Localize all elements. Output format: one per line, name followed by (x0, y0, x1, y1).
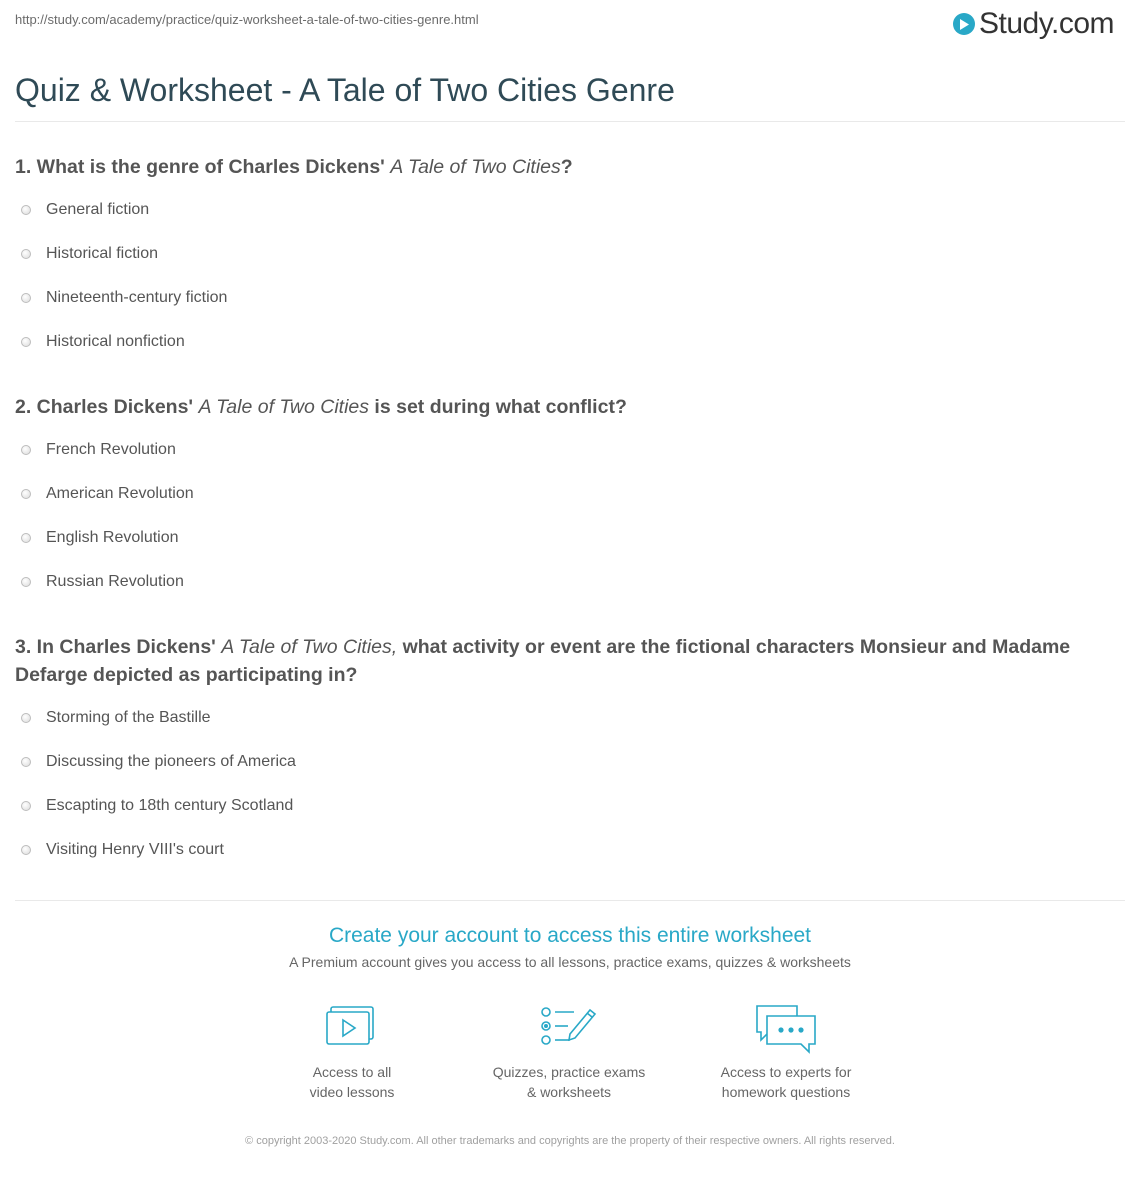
radio-button[interactable] (21, 713, 31, 723)
option-label: Visiting Henry VIII's court (46, 841, 224, 858)
option-label: General fiction (46, 201, 150, 218)
study-logo[interactable] (953, 7, 1114, 41)
feature-quizzes (469, 1004, 669, 1102)
play-logo-icon (953, 13, 975, 35)
logo-text: Study.com (979, 7, 1114, 40)
feature-label: Quizzes, practice exams (492, 1064, 646, 1080)
feature-label: video lessons (309, 1084, 395, 1100)
radio-button[interactable] (21, 801, 31, 811)
option-label: Discussing the pioneers of America (46, 753, 296, 770)
video-lessons-icon (252, 1004, 452, 1054)
option-label: Historical fiction (46, 245, 159, 262)
option-label: Nineteenth-century fiction (46, 289, 228, 306)
question-2 (15, 393, 1128, 421)
answer-option[interactable] (21, 331, 185, 353)
radio-button[interactable] (21, 249, 31, 259)
page-title: Quiz & Worksheet - A Tale of Two Cities Genre (15, 72, 675, 108)
radio-button[interactable] (21, 489, 31, 499)
radio-button[interactable] (21, 757, 31, 767)
create-account-link[interactable]: Create your account to access this entire worksheet (328, 924, 812, 947)
answer-option[interactable] (21, 839, 224, 861)
answer-option[interactable] (21, 439, 176, 461)
answer-option[interactable] (21, 199, 149, 221)
option-label: Historical nonfiction (46, 333, 185, 350)
question-3 (15, 633, 1128, 689)
question-text: 2. Charles Dickens' (15, 396, 199, 418)
question-text: is set during what conflict? (369, 396, 627, 418)
radio-button[interactable] (21, 205, 31, 215)
question-text: 3. In Charles Dickens' (15, 636, 222, 658)
answer-option[interactable] (21, 243, 158, 265)
feature-label: homework questions (721, 1084, 851, 1100)
question-text: ? (560, 156, 573, 178)
answer-option[interactable] (21, 571, 184, 593)
option-label: Escapting to 18th century Scotland (46, 797, 294, 814)
radio-button[interactable] (21, 293, 31, 303)
question-text: 1. What is the genre of Charles Dickens' (15, 156, 391, 178)
radio-button[interactable] (21, 577, 31, 587)
option-label: English Revolution (46, 529, 179, 546)
feature-label: Access to all (312, 1064, 392, 1080)
page-url: http://study.com/academy/practice/quiz-worksheet-a-tale-of-two-cities-genre.html (15, 12, 479, 27)
feature-label: & worksheets (526, 1084, 612, 1100)
radio-button[interactable] (21, 533, 31, 543)
question-book-title: A Tale of Two Cities (198, 396, 369, 418)
answer-option[interactable] (21, 527, 179, 549)
cta-subtitle: A Premium account gives you access to all lessons, practice exams, quizzes & worksheets (289, 954, 851, 970)
question-text: what activity or event are the fictional characters Monsieur and Madame Defarge depicted as participating in? (15, 636, 1071, 686)
divider (15, 900, 1125, 901)
answer-option[interactable] (21, 483, 194, 505)
feature-video-lessons (252, 1004, 452, 1102)
radio-button[interactable] (21, 445, 31, 455)
feature-label: Access to experts for (720, 1064, 852, 1080)
answer-option[interactable] (21, 795, 293, 817)
copyright-footer: © copyright 2003-2020 Study.com. All other trademarks and copyrights are the property of their respective owners. All rights reserved. (245, 1135, 895, 1147)
radio-button[interactable] (21, 337, 31, 347)
answer-option[interactable] (21, 751, 296, 773)
radio-button[interactable] (21, 845, 31, 855)
feature-experts (686, 1004, 886, 1102)
answer-option[interactable] (21, 707, 211, 729)
answer-option[interactable] (21, 287, 227, 309)
question-1 (15, 153, 1128, 181)
question-book-title: A Tale of Two Cities (390, 156, 561, 178)
chat-experts-icon (686, 1004, 886, 1054)
quiz-checklist-icon (469, 1004, 669, 1054)
question-book-title: A Tale of Two Cities, (221, 636, 398, 658)
option-label: Russian Revolution (46, 573, 184, 590)
option-label: Storming of the Bastille (46, 709, 211, 726)
option-label: French Revolution (46, 441, 176, 458)
divider (15, 121, 1125, 122)
option-label: American Revolution (46, 485, 194, 502)
